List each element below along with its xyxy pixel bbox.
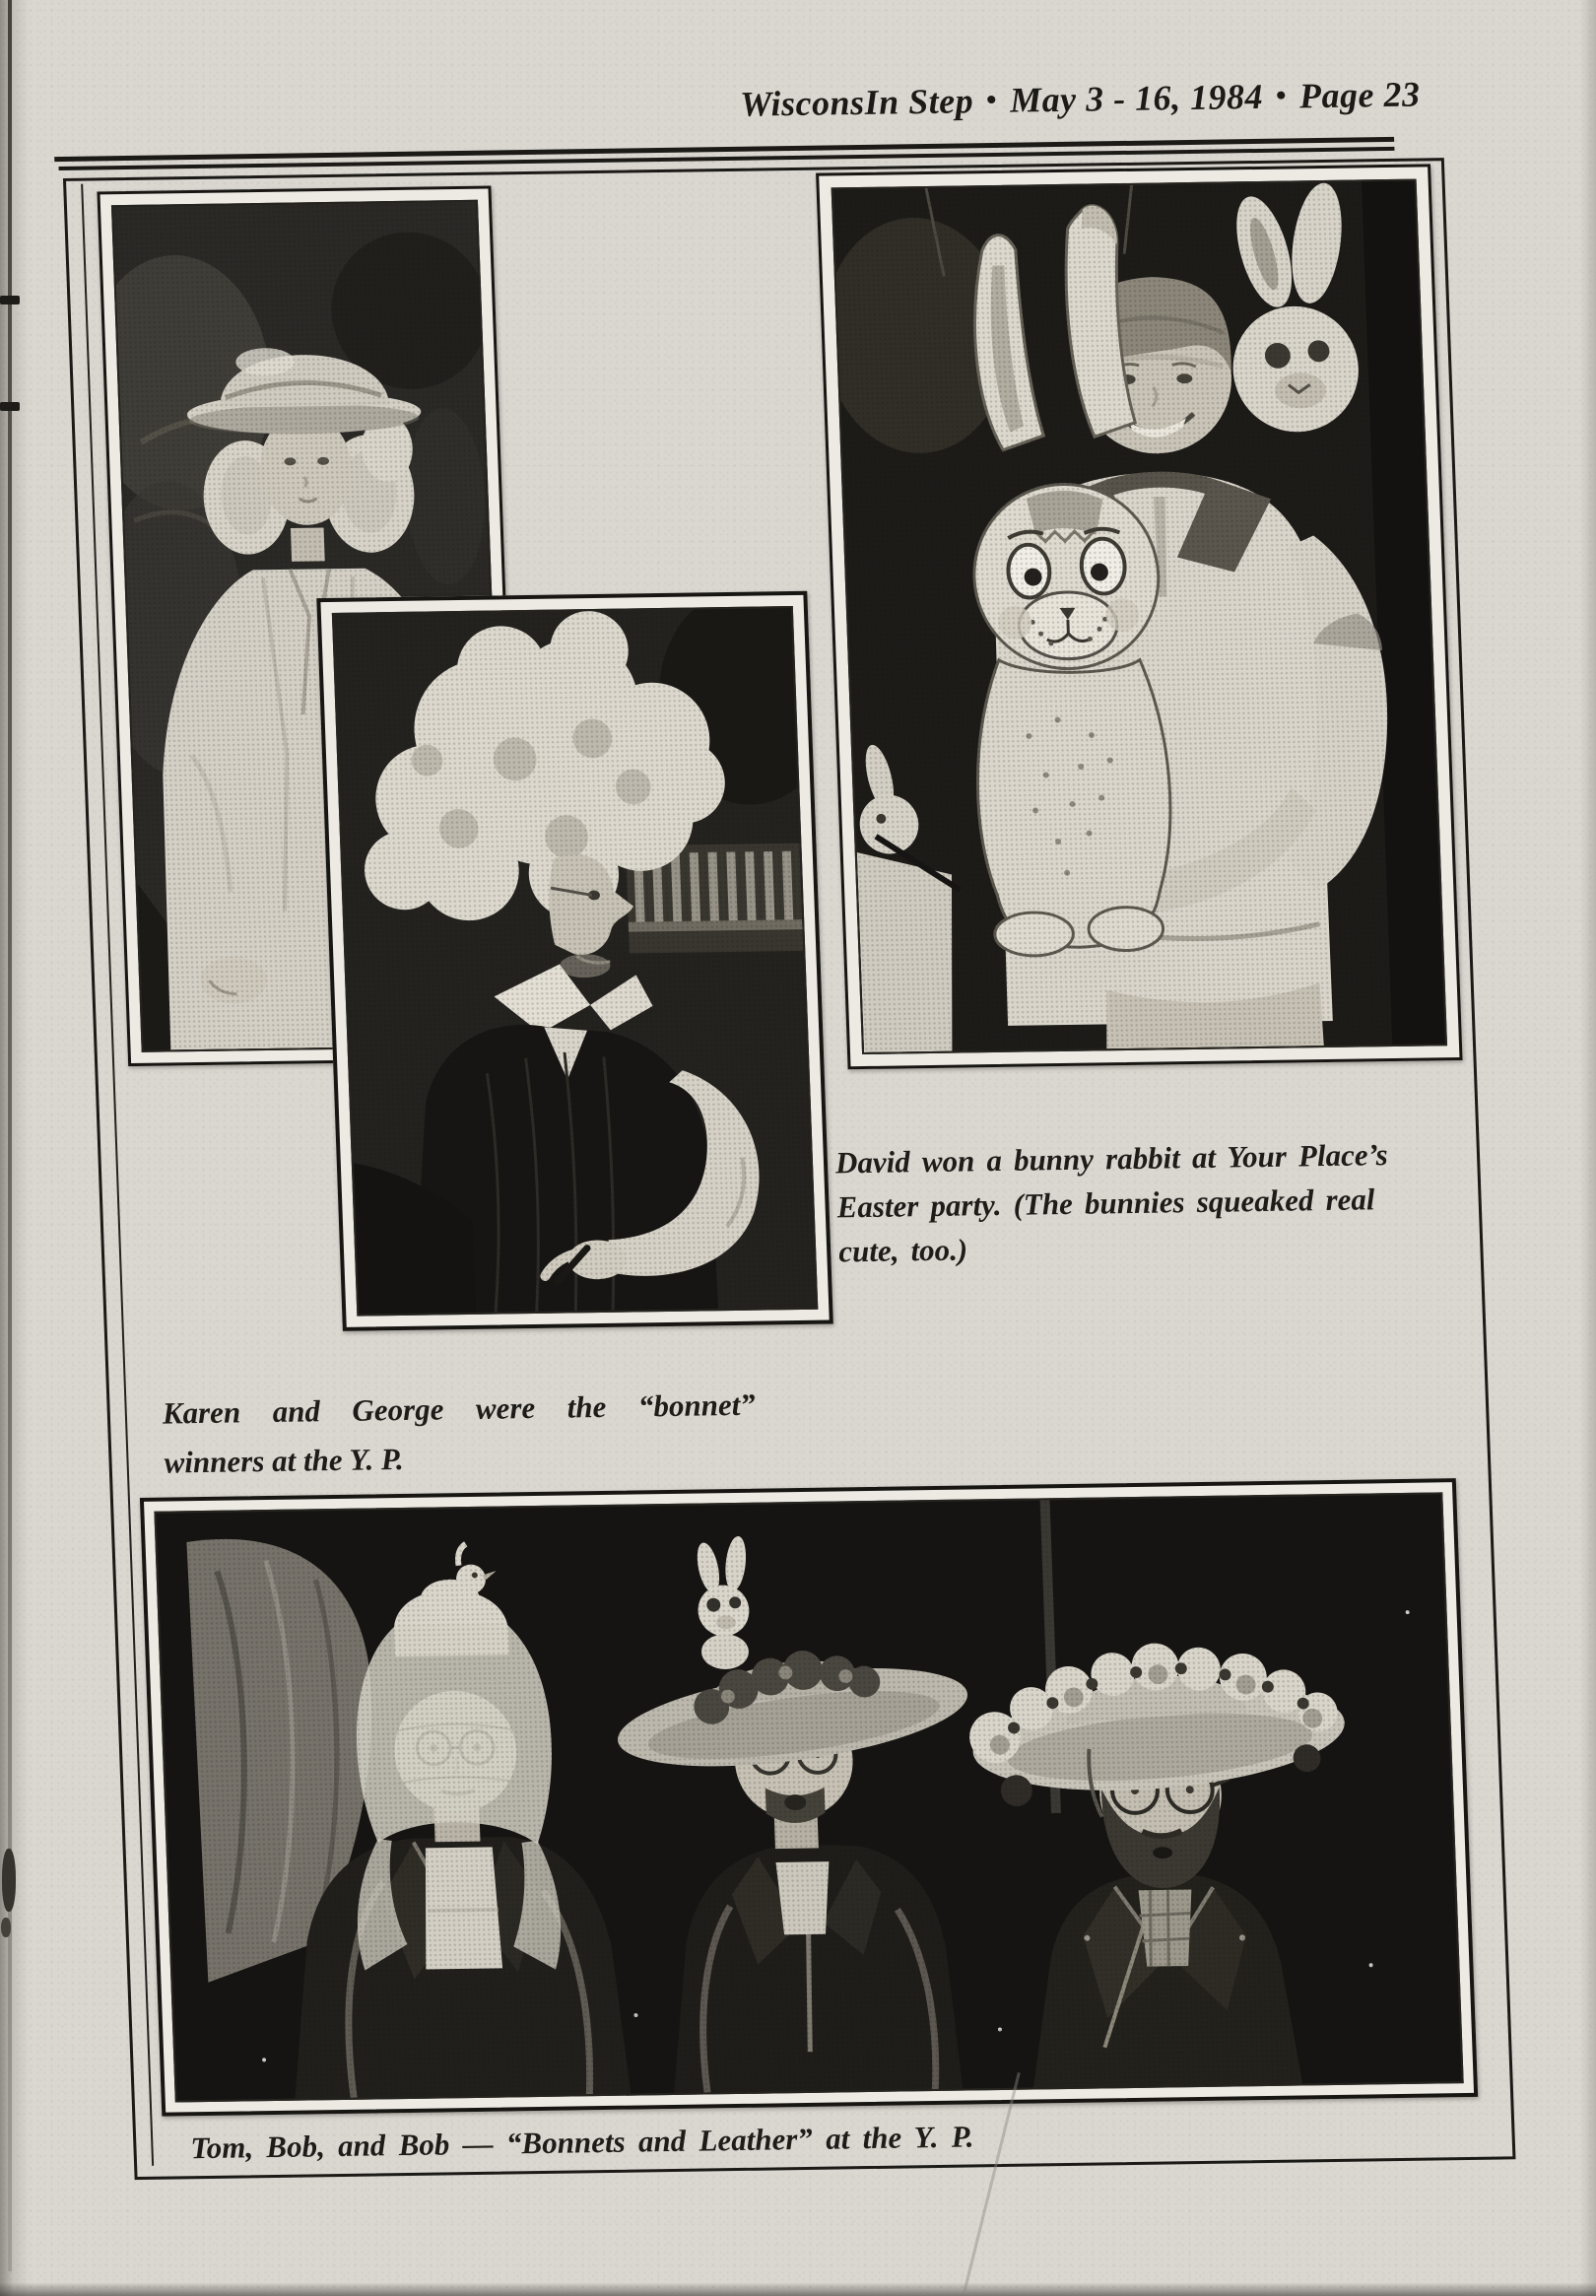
masthead — [740, 74, 1422, 125]
scan-ink-blotch — [1, 1918, 11, 1937]
masthead-bullet-icon: • — [1275, 79, 1288, 112]
scan-left-edge-shadow — [0, 0, 30, 2296]
david-photo — [816, 164, 1462, 1069]
masthead-bullet-icon: • — [985, 83, 998, 117]
david-photo-illustration — [833, 181, 1445, 1052]
caption-david-line2: Easter party. (The bunnies squeaked real — [835, 1182, 1376, 1225]
masthead-page-number: Page 23 — [1298, 74, 1422, 116]
caption-bonnets-leather: Tom, Bob, and Bob — “Bonnets and Leather” at the Y. P. — [189, 2119, 974, 2166]
scan-tick-mark — [0, 296, 20, 304]
george-photo-frame — [332, 606, 818, 1317]
george-photo-illustration — [334, 608, 816, 1315]
david-photo-frame — [831, 179, 1447, 1054]
scan-tick-mark — [0, 402, 20, 411]
group-photo-frame — [154, 1492, 1463, 2102]
scan-bottom-edge-shadow — [0, 2282, 1596, 2296]
caption-karen-george — [162, 1380, 835, 1488]
caption-david-line3: cute, too.) — [837, 1232, 968, 1269]
scan-ink-blotch — [2, 1849, 16, 1912]
caption-david — [834, 1131, 1490, 1274]
group-photo — [140, 1478, 1478, 2117]
group-photo-illustration — [156, 1494, 1461, 2100]
masthead-date: May 3 - 16, 1984 — [1009, 76, 1264, 120]
caption-david-line1: David won a bunny rabbit at Your Place’s — [834, 1137, 1389, 1181]
caption-karen-line2: winners at the Y. P. — [163, 1441, 405, 1480]
masthead-publication: WisconsIn Step — [739, 81, 974, 124]
scan-right-edge-shadow — [1580, 0, 1596, 2296]
george-photo — [316, 591, 833, 1331]
caption-karen-line1: Karen and George were the “bonnet” — [162, 1386, 757, 1431]
